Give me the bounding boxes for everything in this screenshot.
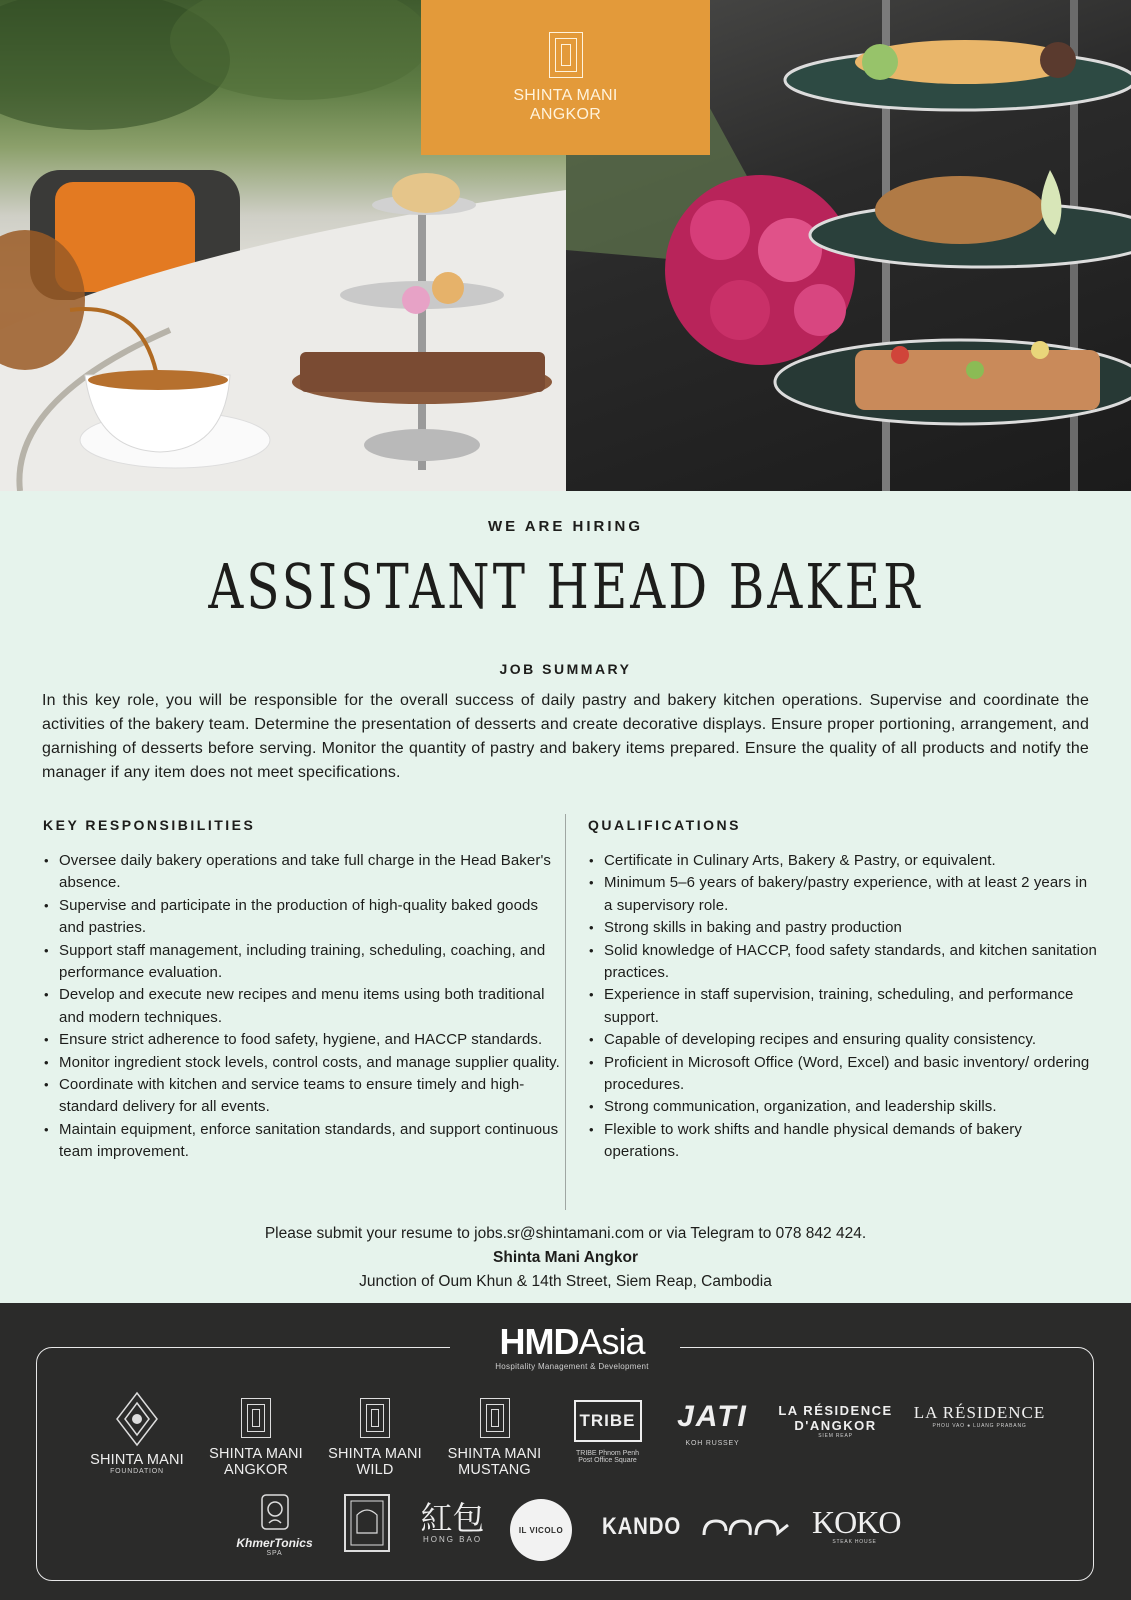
responsibilities-column [43, 817, 563, 1164]
lotus-bouquet [665, 175, 855, 365]
sandwiches [300, 352, 545, 392]
logo-sub: TRIBE Phnom Penh [575, 1450, 640, 1457]
khmer-script-logo [698, 1513, 793, 1548]
logo-sub: STEAK HOUSE [832, 1539, 877, 1545]
list-item: • Strong skills in baking and pastry production [588, 917, 1098, 939]
shinta-mani-emblem-icon [480, 1398, 510, 1438]
canape-topping [891, 346, 909, 364]
jati-wordmark: JATI [677, 1400, 748, 1433]
lotus-flower [794, 284, 846, 336]
stand-base [364, 429, 480, 461]
brand-footer [0, 1303, 1131, 1600]
list-item: • Support staff management, including training, scheduling, coaching, and performance evaluation. [43, 940, 563, 985]
logo-label: D'ANGKOR [794, 1418, 877, 1433]
list-item: • Solid knowledge of HACCP, food safety standards, and kitchen sanitation practices. [588, 940, 1098, 985]
logo-label: LA RÉSIDENCE [778, 1403, 893, 1418]
hong-bao-logo [415, 1501, 490, 1544]
lotus-flower [710, 280, 770, 340]
shinta-mani-angkor-logo [201, 1398, 311, 1478]
foundation-name: SHINTA MANI [90, 1452, 184, 1468]
logo-label: WILD [356, 1462, 394, 1478]
tribe-wordmark: TRIBE [574, 1400, 642, 1442]
la-residence-phou-vao-logo [912, 1403, 1047, 1429]
shinta-mani-wild-logo [320, 1398, 430, 1478]
job-summary-heading: JOB SUMMARY [499, 661, 632, 677]
list-item: • Oversee daily bakery operations and take full charge in the Head Baker's absence. [43, 850, 563, 895]
list-item: • Capable of developing recipes and ensuring quality consistency. [588, 1029, 1098, 1051]
brand-logo-box [421, 0, 710, 155]
hiring-eyebrow: WE ARE HIRING [487, 518, 644, 535]
logo-label: LA RÉSIDENCE [913, 1403, 1046, 1422]
shinta-mani-emblem-icon [360, 1398, 390, 1438]
list-item: • Proficient in Microsoft Office (Word, Excel) and basic inventory/ ordering procedures. [588, 1052, 1098, 1097]
logo-sub: SIEM REAP [818, 1433, 853, 1439]
la-residence-dangkor-logo [768, 1403, 903, 1439]
hmd-asia-logo [462, 1323, 682, 1371]
list-item: • Develop and execute new recipes and menu items using both traditional and modern techniques. [43, 984, 563, 1029]
chocolate-macaron [1040, 42, 1076, 78]
shinta-mani-emblem-icon [549, 32, 583, 78]
hmd-tagline: Hospitality Management & Development [495, 1362, 649, 1371]
column-divider [565, 814, 566, 1210]
logo-sub: KOH RUSSEY [685, 1440, 740, 1447]
shinta-mani-foundation-logo [82, 1391, 192, 1475]
list-item: • Flexible to work shifts and handle physical demands of bakery operations. [588, 1119, 1098, 1164]
macaron [402, 286, 430, 314]
job-summary-text: In this key role, you will be responsible for the overall success of daily pastry and bakery kitchen operations. Supervise and coordinate the activities of the bakery team. Determine the presentation of desserts and create decorative displays. Ensure proper portioning, arrangement, and garnishing of desserts before serving. Monitor the quantity of pastry and bakery items prepared. Ensure the quality of all products and notify the manager if any item does not meet specifications. [42, 692, 1089, 781]
khmer-tonics-spa-logo [232, 1493, 317, 1557]
logo-label: MUSTANG [458, 1462, 531, 1478]
job-title: ASSISTANT HEAD BAKER [208, 550, 923, 623]
qualifications-list [588, 850, 1098, 1164]
logo-sub: SPA [266, 1550, 283, 1557]
heritage-seal-logo [342, 1493, 392, 1558]
list-item: • Experience in staff supervision, training, scheduling, and performance support. [588, 984, 1098, 1029]
list-item: • Coordinate with kitchen and service teams to ensure timely and high-standard delivery for all events. [43, 1074, 563, 1119]
list-item: • Maintain equipment, enforce sanitation standards, and support continuous team improvement. [43, 1119, 563, 1164]
tribe-logo [565, 1400, 650, 1464]
canape-topping [966, 361, 984, 379]
il-vicolo-logo [510, 1499, 572, 1561]
brand-name-line2: ANGKOR [529, 105, 602, 123]
seal-icon [343, 1493, 391, 1553]
company-address: Junction of Oum Khun & 14th Street, Siem Reap, Cambodia [359, 1273, 772, 1290]
koko-wordmark: KOKO [812, 1504, 901, 1540]
brand-name-line1: SHINTA MANI [513, 86, 618, 104]
green-macaron [862, 44, 898, 80]
company-name: Shinta Mani Angkor [493, 1249, 638, 1266]
scone [392, 173, 460, 213]
shinta-mani-emblem-icon [241, 1398, 271, 1438]
logo-label: KhmerTonics [236, 1536, 313, 1550]
hmd-logo-text: HMD [499, 1321, 579, 1362]
qualifications-heading: QUALIFICATIONS [588, 817, 741, 833]
asia-logo-text: Asia [578, 1321, 645, 1362]
list-item: • Monitor ingredient stock levels, control costs, and manage supplier quality. [43, 1052, 563, 1074]
kando-wordmark: KANDO [602, 1513, 682, 1540]
canape-topping [1031, 341, 1049, 359]
foundation-sub: FOUNDATION [110, 1468, 164, 1475]
logo-sub: PHOU VAO ● LUANG PRABANG [932, 1423, 1027, 1429]
hero-banner [0, 0, 1131, 491]
responsibilities-heading: KEY RESPONSIBILITIES [43, 817, 256, 833]
list-item: • Strong communication, organization, and leadership skills. [588, 1096, 1098, 1118]
logo-label: SHINTA MANI [447, 1446, 542, 1462]
list-item: • Minimum 5–6 years of bakery/pastry experience, with at least 2 years in a supervisory role. [588, 872, 1098, 917]
kando-logo [596, 1513, 682, 1541]
logo-sub: Post Office Square [578, 1457, 637, 1464]
logo-label: SHINTA MANI [209, 1446, 303, 1462]
spa-face-icon [260, 1493, 290, 1531]
list-item: • Ensure strict adherence to food safety, hygiene, and HACCP standards. [43, 1029, 563, 1051]
khmer-wordmark-icon [700, 1513, 792, 1543]
jati-logo [670, 1400, 755, 1447]
lotus-flower [690, 200, 750, 260]
logo-label: ANGKOR [223, 1462, 289, 1478]
canapes [855, 350, 1100, 410]
contact-block [0, 1222, 1131, 1294]
qualifications-column [588, 817, 1098, 1164]
shinta-mani-mustang-logo [437, 1398, 552, 1478]
hong-bao-glyph: 紅包 [420, 1500, 485, 1536]
logo-sub: HONG BAO [422, 1535, 483, 1544]
list-item: • Certificate in Culinary Arts, Bakery & Pastry, or equivalent. [588, 850, 1098, 872]
logo-label: IL VICOLO [518, 1525, 564, 1535]
foundation-emblem-icon [112, 1391, 162, 1447]
list-item: • Supervise and participate in the production of high-quality baked goods and pastries. [43, 895, 563, 940]
logo-label: SHINTA MANI [328, 1446, 422, 1462]
koko-steak-house-logo [812, 1504, 901, 1545]
tartlet [432, 272, 464, 304]
tea-surface [88, 370, 228, 390]
responsibilities-list [43, 850, 563, 1164]
stand-pole [418, 190, 426, 470]
apply-instructions: Please submit your resume to jobs.sr@shintamani.com or via Telegram to 078 842 424. [264, 1225, 867, 1242]
croissants [875, 176, 1045, 244]
